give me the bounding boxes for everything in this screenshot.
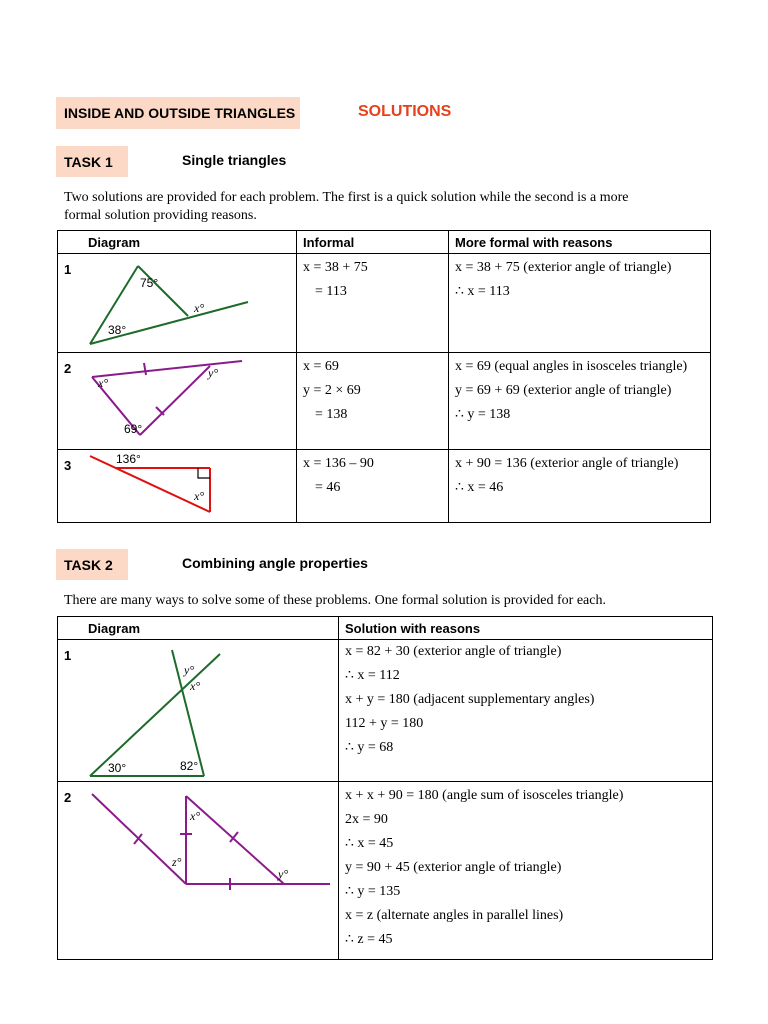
table-row: 1 y° x° 30° 82° x = 82 + 30 (exterior angle of triangle) ∴ x = 112 x + y = 180 (adjacent supplementary angles) 112 + y = 180 ∴ y = 68 <box>58 640 713 782</box>
col-diagram: Diagram <box>58 617 339 640</box>
angle-label: x° <box>190 679 201 693</box>
angle-label: 75° <box>140 276 159 290</box>
col-formal: More formal with reasons <box>449 231 711 254</box>
angle-label: y° <box>208 366 219 380</box>
angle-label: 38° <box>108 323 127 337</box>
task2-label: TASK 2 <box>56 549 128 580</box>
solutions-heading: SOLUTIONS <box>358 103 452 120</box>
angle-label: 136° <box>116 452 141 466</box>
angle-label: y° <box>278 867 289 881</box>
angle-label: x° <box>98 376 109 390</box>
table-row: 3 136° x° x = 136 – 90 = 46 x + 90 = 136 (exterior angle of triangle) ∴ x = 46 <box>58 450 711 523</box>
task1-heading: Single triangles <box>182 152 287 168</box>
diagram-2 <box>58 353 266 450</box>
angle-label: y° <box>184 663 195 677</box>
diagram-t2-1 <box>58 640 338 782</box>
angle-label: z° <box>172 855 182 869</box>
task2-heading: Combining angle properties <box>182 555 368 571</box>
angle-label: 82° <box>180 759 199 773</box>
table-row: 2 x° y° 69° x = 69 y = 2 × 69 = 138 x = 69 (equal angles in isosceles triangle) y = 69 + 69 (exterior angle of triangle) ∴ y = 138 <box>58 353 711 450</box>
angle-label: 69° <box>124 422 143 436</box>
diagram-1 <box>58 254 266 353</box>
angle-label: 30° <box>108 761 127 775</box>
col-solution: Solution with reasons <box>339 617 713 640</box>
task1-label: TASK 1 <box>56 146 128 177</box>
col-informal: Informal <box>297 231 449 254</box>
angle-label: x° <box>194 489 205 503</box>
table-row: 2 x° z° y° x + x + 90 = 180 (angle sum of isosceles triangle) 2x = 90 ∴ x = 45 y = 90 + 45 (exterior angle of triangle) ∴ y = 135 x = z (alternate angles in parallel lines) ∴ z = 45 <box>58 782 713 960</box>
task2-intro: There are many ways to solve some of these problems. One formal solution is provided for each. <box>64 593 606 608</box>
angle-label: x° <box>190 809 201 823</box>
table-row: 1 75° 38° x° x = 38 + 75 = 113 x = 38 + 75 (exterior angle of triangle) ∴ x = 113 <box>58 254 711 353</box>
task2-table <box>57 616 713 960</box>
col-diagram: Diagram <box>58 231 297 254</box>
page-title: INSIDE AND OUTSIDE TRIANGLES <box>64 105 296 121</box>
task1-table <box>57 230 711 523</box>
task1-intro: Two solutions are provided for each problem. The first is a quick solution while the second is a more formal solution providing reasons. <box>64 190 629 223</box>
title-box <box>56 97 300 129</box>
diagram-3 <box>58 450 266 523</box>
diagram-t2-2 <box>58 782 338 960</box>
angle-label: x° <box>194 301 205 315</box>
